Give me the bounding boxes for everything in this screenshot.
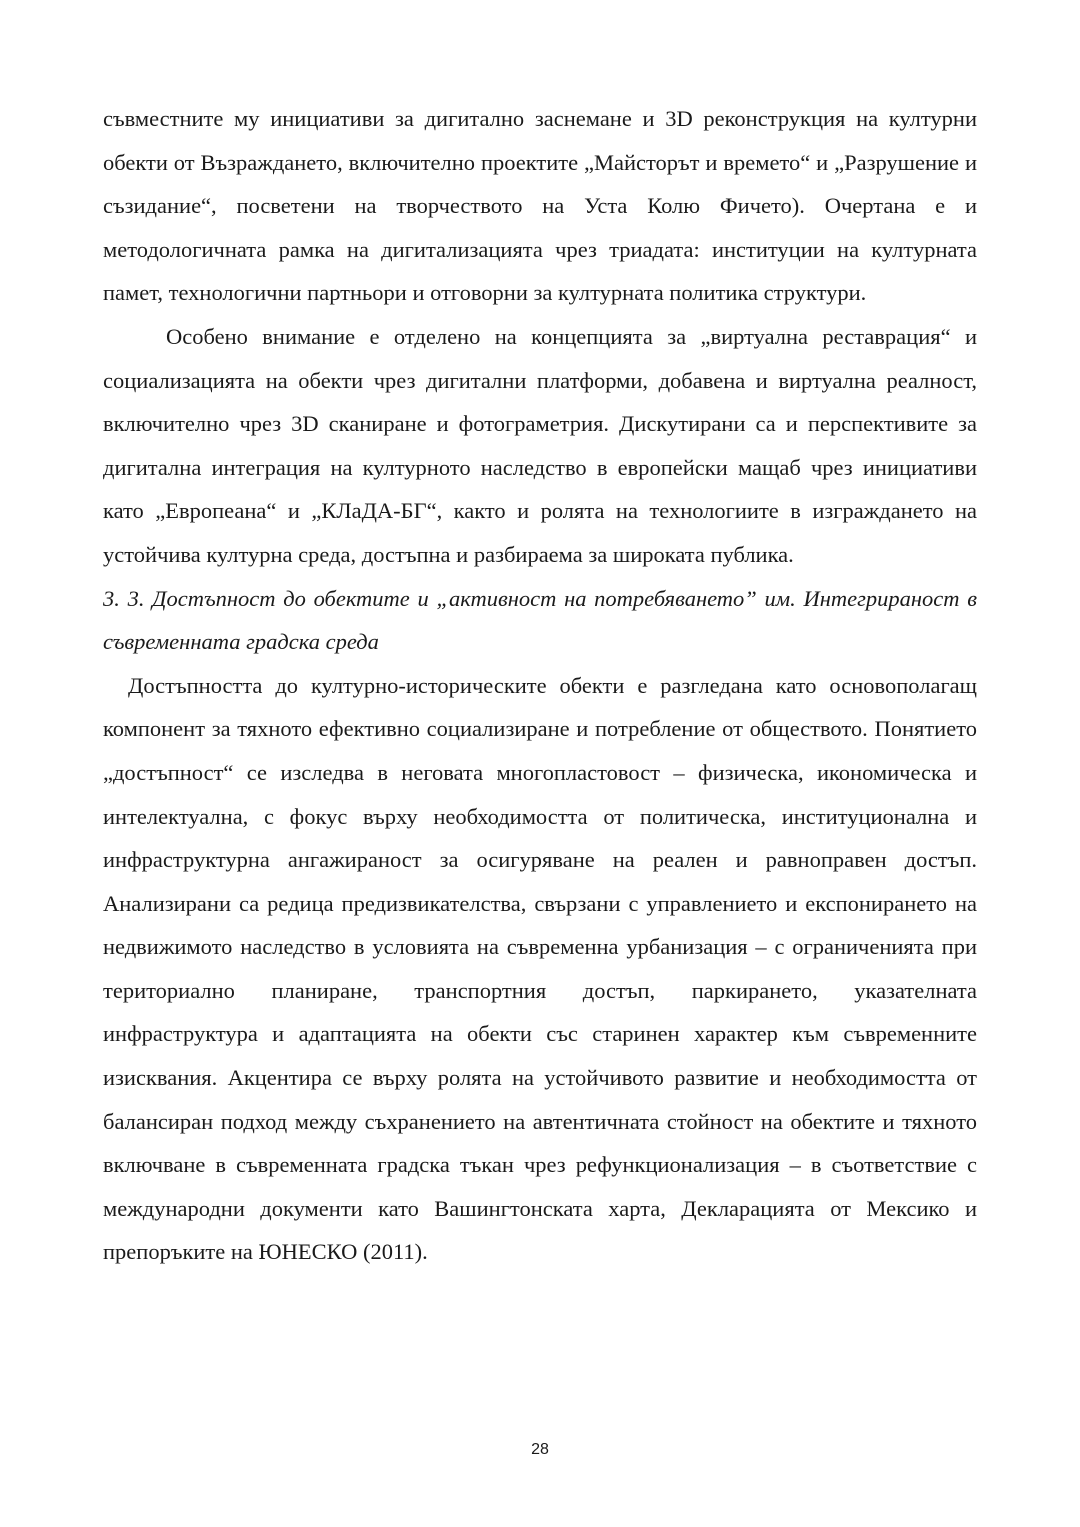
page-number: 28 — [531, 1441, 549, 1458]
paragraph-virtual-restoration: Особено внимание е отделено на концепцията за „виртуална реставрация“ и социализацията на обекти чрез дигитални платформи, добавена и виртуална реалност, включително чрез 3D сканиране и фотограметрия. Дискутирани са и перспективите за дигитална интеграция на културното наследство в европейски мащаб чрез инициативи като „Европеана“ и „КЛаДА-БГ“, както и ролята на технологиите в изграждането на устойчива културна среда, достъпна и разбираема за широката публика. — [103, 323, 977, 567]
section-heading: 3. 3. Достъпност до обектите и „активност на потребяването” им. Интегрираност в съвременната градска среда — [103, 585, 977, 655]
paragraph-continuation: съвместните му инициативи за дигитално заснемане и 3D реконструкция на културни обекти от Възраждането, включително проектите „Майсторът и времето“ и „Разрушение и съзидание“, посветени на творчеството на Уста Колю Фичето). Очертана е и методологичната рамка на дигитализацията чрез триадата: институции на културната памет, технологични партньори и отговорни за културната политика структури. — [103, 106, 977, 306]
page-body — [103, 97, 977, 1274]
paragraph-accessibility: Достъпността до културно-историческите обекти е разгледана като основополагащ компонент за тяхното ефективно социализиране и потребление от обществото. Понятието „достъпност“ се изследва в неговата многопластовост – физическа, икономическа и интелектуална, с фокус върху необходимостта от политическа, институционална и инфраструктурна ангажираност за осигуряване на реален и равноправен достъп. Анализирани са редица предизвикателства, свързани с управлението и експонирането на недвижимото наследство в условията на съвременна урбанизация – с ограниченията при териториално планиране, транспортния достъп, паркирането, указателната инфраструктура и адаптацията на обекти със старинен характер към съвременните изисквания. Акцентира се върху ролята на устойчивото развитие и необходимостта от балансиран подход между съхранението на автентичната стойност на обектите и тяхното включване в съвременната градска тъкан чрез рефункционализация – в съответствие с международни документи като Вашингтонската харта, Декларацията от Мексико и препоръките на ЮНЕСКО (2011). — [103, 672, 977, 1265]
